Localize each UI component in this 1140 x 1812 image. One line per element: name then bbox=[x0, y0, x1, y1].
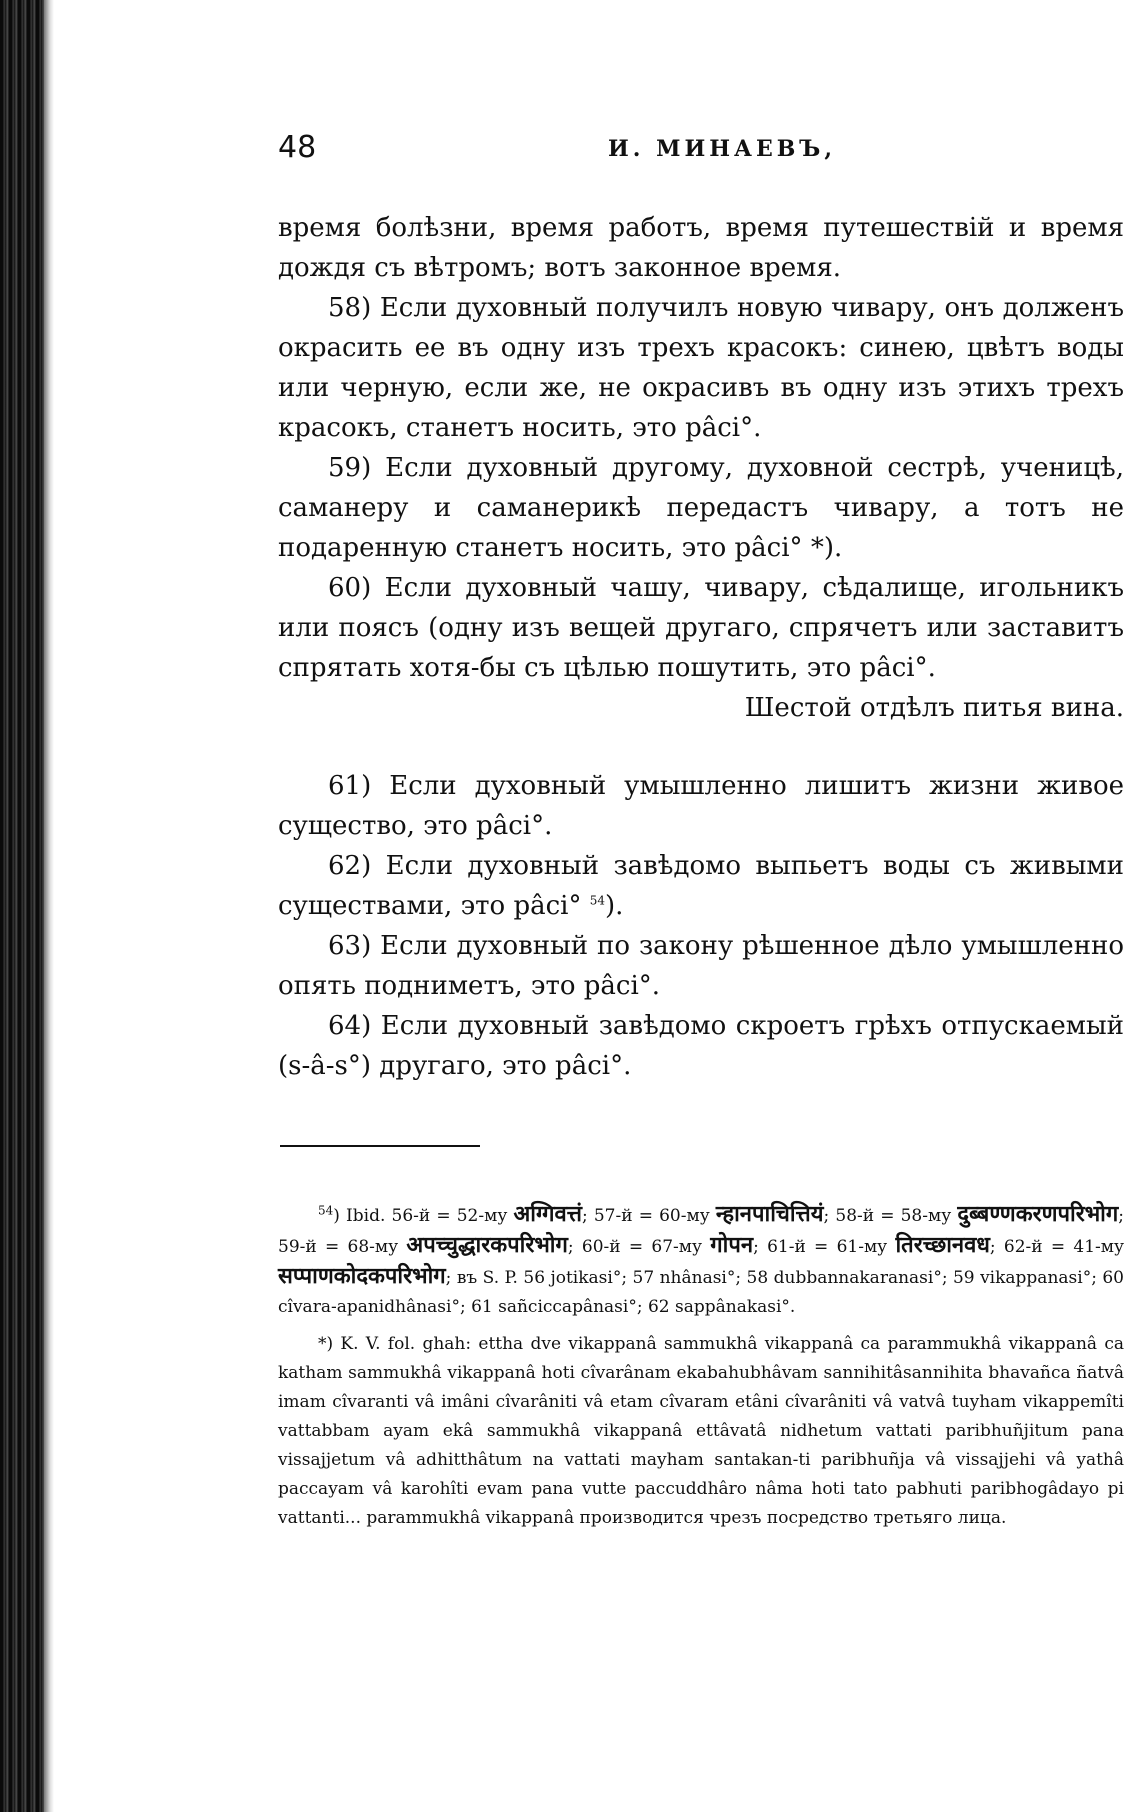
paragraph-60: 60) Если духовный чашу, чивару, сѣдалище, игольникъ или поясъ (одну изъ вещей другаго, спрячетъ или заставитъ спрятать хотя-бы съ цѣлью пошутить, это pâci°. bbox=[278, 573, 1124, 683]
devanagari-word: दुब्बण्णकरणपरिभोग bbox=[957, 1201, 1119, 1227]
binding-shadow bbox=[44, 0, 54, 1812]
footnote-54-text: ; 58-й = 58-му bbox=[823, 1206, 958, 1226]
main-text bbox=[278, 208, 1124, 1086]
paragraph-58: 58) Если духовный получилъ новую чивару, онъ долженъ окрасить ее въ одну изъ трехъ красокъ: синею, цвѣтъ воды или черную, если же, не окрасивъ въ одну изъ этихъ трехъ красокъ, станетъ носить, это pâci°. bbox=[278, 293, 1124, 443]
book-binding-edge bbox=[0, 0, 44, 1812]
footnote-54-text: ; 62-й = 41-му bbox=[989, 1237, 1124, 1257]
footnote-54-text: ; 60-й = 67-му bbox=[567, 1237, 711, 1257]
footnote-54 bbox=[278, 1200, 1124, 1322]
footnote-54-text: ; 57-й = 60-му bbox=[582, 1206, 716, 1226]
paragraph-62 bbox=[278, 846, 1124, 926]
footnote-star: *) K. V. fol. ghah: ettha dve vikappanâ sammukhâ vikappanâ ca parammukhâ vikappanâ ca katham sammukhâ vikappanâ hoti cîvarânam ekabahubhâvam sannihitâsannihita bhavañca ñatvâ imam cîvaranti vâ imâni cîvarâniti vâ etam cîvaram etâni cîvarâniti vâ vatvâ tuyham vikappemîti vattabbam ayam ekâ sammukhâ vikappanâ ettâvatâ nidhetum vattati paribhuñjitum pana vissajjetum vâ adhitthâtum na vattati mayham santakan-ti paribhuñja vâ vissajjehi vâ yathâ paccayam vâ karohîti evam pana vutte paccuddhâro nâma hoti tato pabhuti paribhogâdayo pi vattanti... parammukhâ vikappanâ производится чрезъ посредство третьяго лица. bbox=[278, 1334, 1124, 1528]
paragraph-intro: время болѣзни, время работъ, время путешествій и время дождя съ вѣтромъ; вотъ законное время. bbox=[278, 213, 1124, 283]
devanagari-word: सप्पाणकोदकपरिभोग bbox=[278, 1263, 446, 1289]
paragraph-61: 61) Если духовный умышленно лишитъ жизни живое существо, это pâci°. bbox=[278, 771, 1124, 841]
page-header bbox=[278, 130, 1134, 170]
devanagari-word: न्हानपाचित्तियं bbox=[715, 1201, 824, 1227]
footnote-separator bbox=[280, 1145, 480, 1147]
devanagari-word: अग्गिवत्तं bbox=[513, 1201, 582, 1227]
footnote-54-text: ; въ S. P. 56 jotikasi°; 57 nhânasi°; 58 dubbannakaranasi°; 59 vikappanasi°; 60 cîvara-apanidhânasi°; 61 sañciccapânasi°; 62 sappânakasi°. bbox=[278, 1268, 1124, 1317]
footnote-54-text: ; 61-й = 61-му bbox=[753, 1237, 896, 1257]
devanagari-word: गोपन bbox=[710, 1232, 754, 1258]
paragraph-59: 59) Если духовный другому, духовной сестрѣ, ученицѣ, саманеру и саманерикѣ передастъ чивару, а тотъ не подаренную станетъ носить, это pâci° *). bbox=[278, 453, 1124, 563]
paragraph-62-end: ). bbox=[605, 891, 624, 921]
footnote-ref-54: 54 bbox=[589, 893, 606, 908]
footnote-54-text: ; 59-й = 68-му bbox=[278, 1206, 1124, 1257]
devanagari-word: अपच्चुद्धारकपरिभोग bbox=[406, 1232, 568, 1258]
running-head: И. МИНАЕВЪ, bbox=[608, 136, 837, 162]
page-number: 48 bbox=[278, 130, 317, 165]
paragraph-64: 64) Если духовный завѣдомо скроетъ грѣхъ отпускаемый (s-â-s°) другаго, это pâci°. bbox=[278, 1011, 1124, 1081]
footnote-54-text: ) Ibid. 56-й = 52-му bbox=[333, 1206, 514, 1226]
paragraph-62-text: 62) Если духовный завѣдомо выпьетъ воды съ живыми существами, это pâci° bbox=[278, 851, 1124, 921]
section-heading: Шестой отдѣлъ питья вина. bbox=[744, 693, 1124, 723]
footnotes bbox=[278, 1200, 1124, 1541]
devanagari-word: तिरच्छानवध bbox=[895, 1232, 990, 1258]
footnote-54-mark: 54 bbox=[318, 1203, 334, 1218]
paragraph-63: 63) Если духовный по закону рѣшенное дѣло умышленно опять подниметъ, это pâci°. bbox=[278, 931, 1124, 1001]
